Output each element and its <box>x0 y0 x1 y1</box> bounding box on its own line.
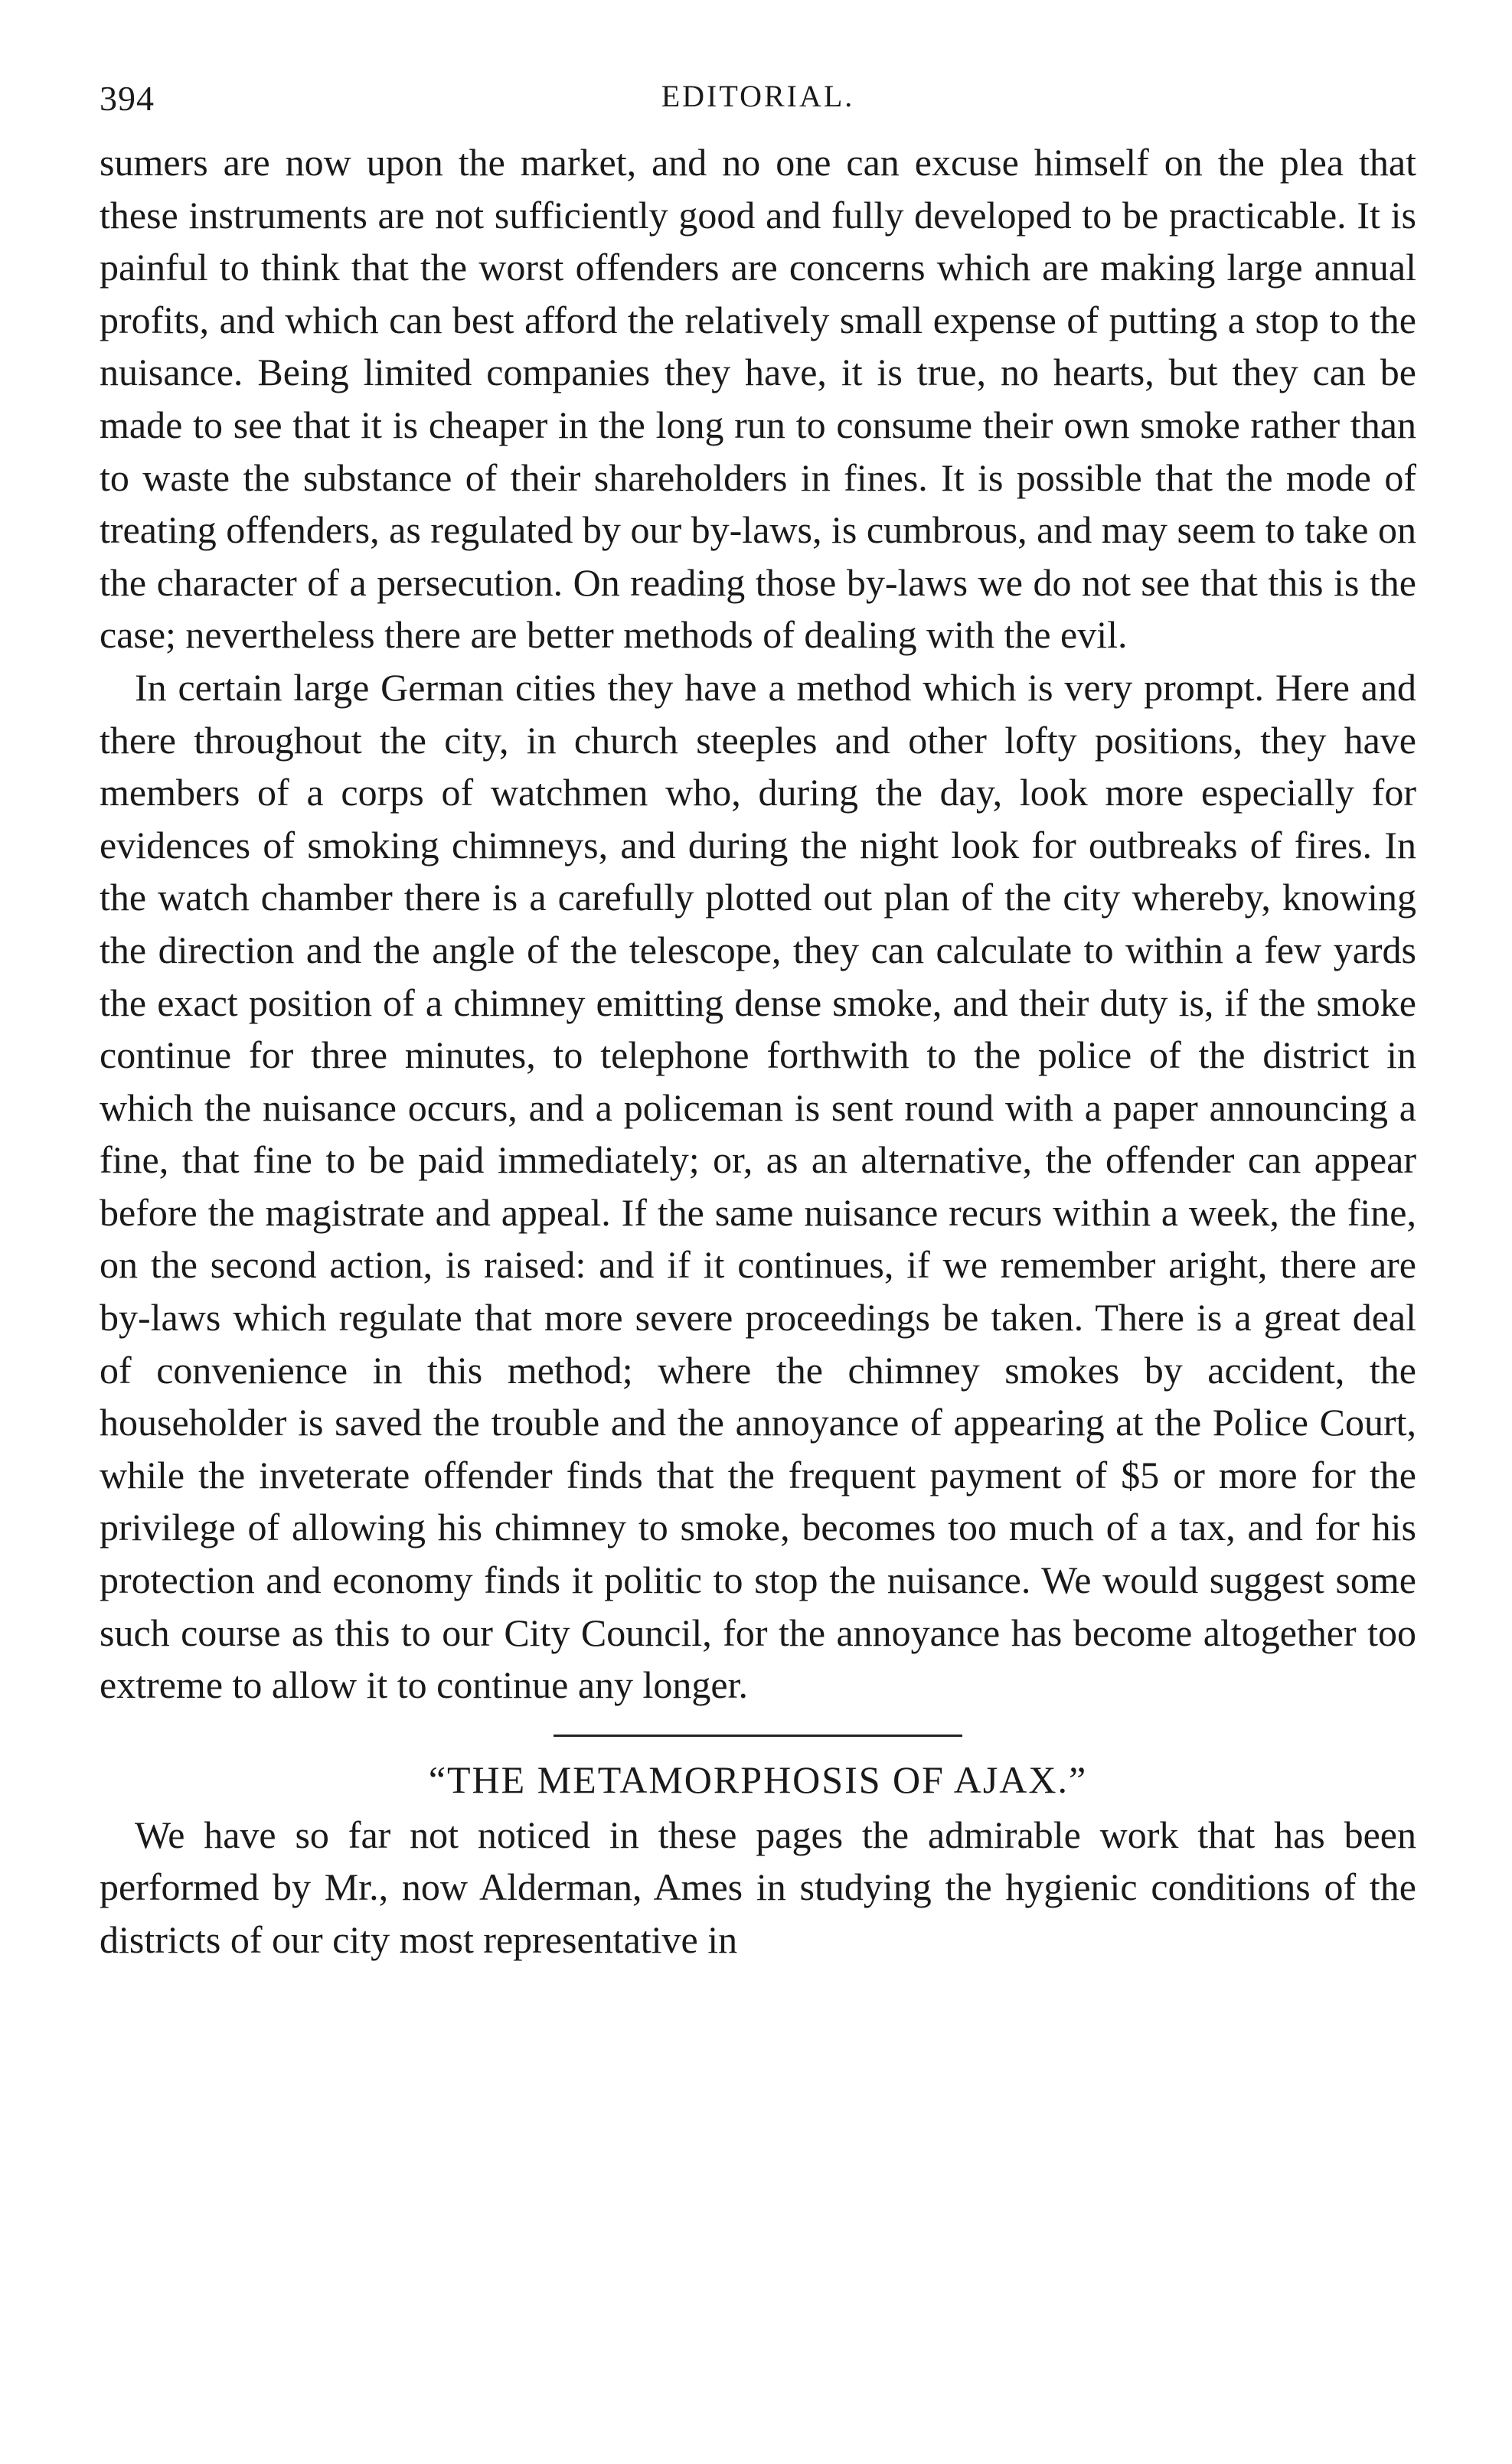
paragraph-ajax: We have so far not noticed in these pages the admirable work that has been performed by Mr., now Alderman, Ames in studying the hygienic conditions of the districts of our city most representative in <box>100 1813 1416 1961</box>
section-divider <box>554 1735 962 1737</box>
paragraph-german-cities: In certain large German cities they have a method which is very prompt. Here and there throughout the city, in church steeples and other lofty positions, they have members of a corps of watchmen who, during the day, look more especially for evidences of smoking chimneys, and during the night look for outbreaks of fires. In the watch chamber there is a carefully plotted out plan of the city whereby, knowing the direction and the angle of the telescope, they can calculate to within a few yards the exact position of a chimney emitting dense smoke, and their duty is, if the smoke continue for three minutes, to telephone forthwith to the police of the district in which the nuisance occurs, and a policeman is sent round with a paper announcing a fine, that fine to be paid immediately; or, as an alternative, the offender can appear before the magistrate and appeal. If the same nuisance recurs within a week, the fine, on the second action, is raised: and if it continues, if we remember aright, there are by-laws which regulate that more severe proceedings be taken. There is a great deal of convenience in this method; where the chimney smokes by accident, the householder is saved the trouble and the annoyance of appearing at the Police Court, while the inveterate offender finds that the frequent payment of $5 or more for the privilege of allowing his chimney to smoke, becomes too much of a tax, and for his protection and economy finds it politic to stop the nuisance. We would suggest some such course as this to our City Council, for the annoyance has become altogether too extreme to allow it to continue any longer. <box>100 665 1416 1707</box>
page-number: 394 <box>100 79 155 118</box>
running-head <box>100 69 1416 122</box>
paragraph-smoke-consumers: sumers are now upon the market, and no one can excuse himself on the plea that these instruments are not sufficiently good and fully developed to be practicable. It is painful to think that the worst offenders are concerns which are making large annual profits, and which can best afford the relatively small expense of putting a stop to the nuisance. Being limited companies they have, it is true, no hearts, but they can be made to see that it is cheaper in the long run to consume their own smoke rather than to waste the substance of their shareholders in fines. It is possible that the mode of treating offenders, as regulated by our by-laws, is cumbrous, and may seem to take on the character of a persecution. On reading those by-laws we do not see that this is the case; nevertheless there are better methods of dealing with the evil. <box>100 141 1416 657</box>
section-body <box>100 1809 1416 1966</box>
editorial-body <box>100 136 1416 1712</box>
section-heading: “THE METAMORPHOSIS OF AJAX.” <box>428 1757 1088 1801</box>
book-page <box>100 69 1416 1966</box>
running-title: EDITORIAL. <box>661 79 855 113</box>
